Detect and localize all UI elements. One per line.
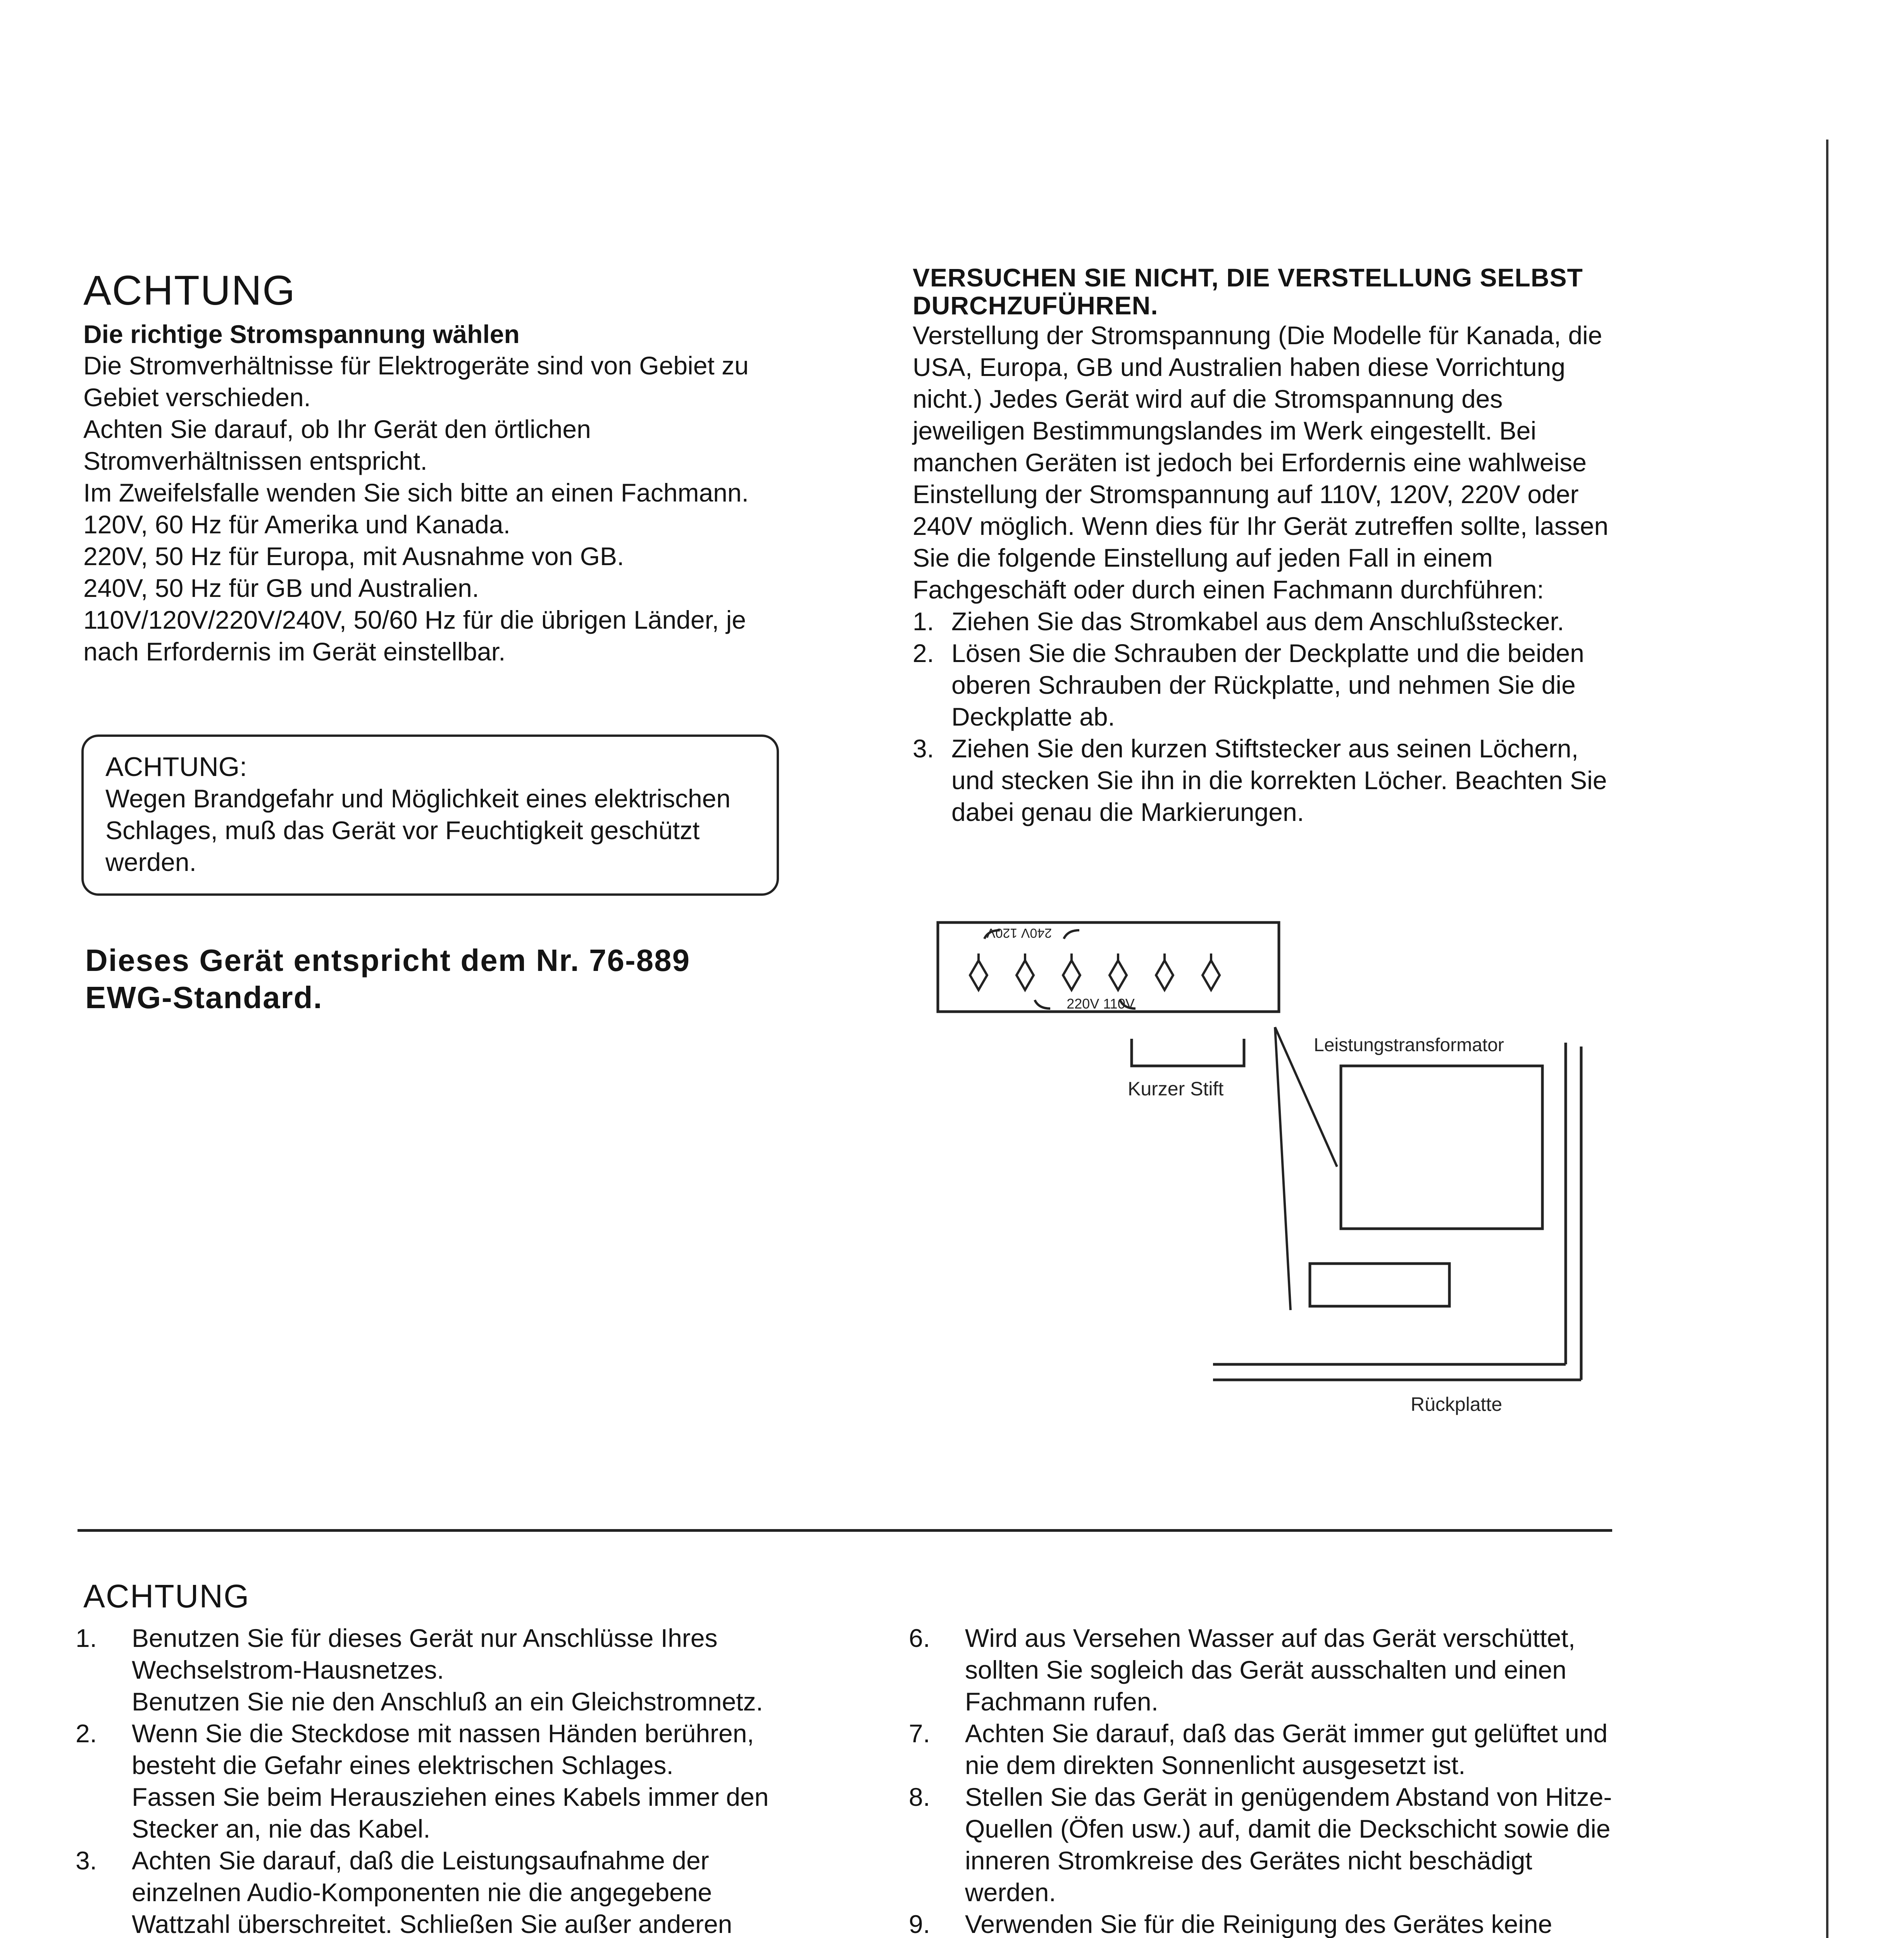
paragraph: 220V, 50 Hz für Europa, mit Ausnahme von GB.: [83, 541, 624, 571]
item-text: Wird aus Versehen Wasser auf das Gerät verschüttet, sollten Sie sogleich das Gerät ausschalten und einen Fachmann rufen.: [965, 1624, 1575, 1716]
short-pin-icon: [1132, 1039, 1244, 1066]
item-text: Fassen Sie beim Herausziehen eines Kabels immer den Stecker an, nie das Kabel.: [132, 1783, 769, 1843]
bracket-mark: [1064, 930, 1079, 939]
top-marks-label: 240V 120V: [986, 926, 1052, 940]
warning-box: [81, 735, 779, 896]
paragraph: 240V, 50 Hz für GB und Australien.: [83, 573, 479, 602]
adjustment-heading: VERSUCHEN SIE NICHT, DIE VERSTELLUNG SELBST DURCHZUFÜHREN.: [913, 263, 1583, 320]
transformer-label: Leistungstransformator: [1314, 1035, 1504, 1055]
bottom-left-list: [76, 1622, 785, 1938]
voltage-paragraphs: [83, 350, 781, 667]
list-item: [913, 733, 1622, 828]
voltage-selector-diagram: [926, 915, 1616, 1434]
adjustment-intro: Verstellung der Stromspannung (Die Modelle für Kanada, die USA, Europa, GB und Australien haben diese Vorrichtung nicht.) Jedes Gerät wird auf die Stromspannung des jeweiligen Bestimmungslandes im Werk eingestellt. Bei manchen Geräten ist jedoch bei Erfordernis eine wahlweise Einstellung der Stromspannung auf 110V, 120V, 220V oder 240V möglich. Wenn dies für Ihr Gerät zutreffen sollte, lassen Sie die folgende Einstellung auf jeden Fall in einem Fachgeschäft oder durch einen Fachmann durchführen:: [913, 321, 1609, 604]
bottom-marks-label: 220V 110V: [1067, 996, 1135, 1012]
list-item: [909, 1908, 1618, 1938]
list-item: [76, 1717, 785, 1845]
pointer-line: [1275, 1027, 1291, 1310]
item-text: Stellen Sie das Gerät in genügendem Abstand von Hitze-Quellen (Öfen usw.) auf, damit die Deckschicht sowie die inneren Stromkreise des Gerätes nicht beschädigt werden.: [965, 1783, 1612, 1907]
top-left-section: [83, 267, 781, 667]
socket-icon: [1203, 953, 1220, 990]
margin-line: [1826, 140, 1828, 1938]
socket-icon: [1017, 953, 1034, 990]
paragraph: Achten Sie darauf, ob Ihr Gerät den örtlichen Stromverhältnissen entspricht.: [83, 414, 591, 475]
bracket-mark: [1035, 1000, 1050, 1009]
achtung-heading: ACHTUNG: [83, 267, 296, 314]
standard-note: Dieses Gerät entspricht dem Nr. 76-889 EWG-Standard.: [85, 943, 691, 1015]
paragraph: 110V/120V/220V/240V, 50/60 Hz für die übrigen Länder, je nach Erfordernis im Gerät einstellbar.: [83, 605, 746, 666]
item-text: Wenn Sie die Steckdose mit nassen Händen berühren, besteht die Gefahr eines elektrischen Schlages.: [132, 1719, 754, 1779]
section-divider: [78, 1529, 1612, 1532]
socket-icon: [1110, 953, 1127, 990]
diagram-svg: [926, 915, 1616, 1434]
list-item: [76, 1845, 785, 1938]
step-text: Lösen Sie die Schrauben der Deckplatte und die beiden oberen Schrauben der Rückplatte, und nehmen Sie die Deckplatte ab.: [951, 639, 1584, 731]
backplate-label: Rückplatte: [1411, 1393, 1503, 1415]
adjustment-steps: [913, 605, 1622, 828]
item-text: Benutzen Sie nie den Anschluß an ein Gleichstromnetz.: [132, 1687, 763, 1716]
item-number: 2.: [76, 1719, 97, 1748]
list-item: [76, 1622, 785, 1717]
list-item: [909, 1717, 1618, 1781]
warning-title: ACHTUNG:: [105, 752, 247, 782]
item-text: Achten Sie darauf, daß das Gerät immer gut gelüftet und nie dem direkten Sonnenlicht ausgesetzt ist.: [965, 1719, 1608, 1779]
step-number: 3.: [913, 734, 934, 763]
item-number: 9.: [909, 1910, 930, 1938]
item-number: 8.: [909, 1783, 930, 1811]
short-pin-label: Kurzer Stift: [1128, 1078, 1224, 1100]
list-item: [913, 637, 1622, 733]
step-text: Ziehen Sie das Stromkabel aus dem Anschlußstecker.: [951, 607, 1565, 636]
transformer-box: [1341, 1066, 1542, 1229]
pin-block: [1310, 1264, 1449, 1306]
item-text: Verwenden Sie für die Reinigung des Gerätes keine: [965, 1910, 1552, 1938]
item-number: 1.: [76, 1624, 97, 1652]
item-text: Benutzen Sie für dieses Gerät nur Anschlüsse Ihres Wechselstrom-Hausnetzes.: [132, 1624, 718, 1684]
item-number: 6.: [909, 1624, 930, 1652]
step-number: 1.: [913, 607, 934, 636]
paragraph: Im Zweifelsfalle wenden Sie sich bitte an einen Fachmann.: [83, 478, 749, 507]
bottom-heading: ACHTUNG: [83, 1578, 250, 1614]
step-text: Ziehen Sie den kurzen Stiftstecker aus seinen Löchern, und stecken Sie ihn in die korrekten Löcher. Beachten Sie dabei genau die Markierungen.: [951, 734, 1607, 826]
paragraph: 120V, 60 Hz für Amerika und Kanada.: [83, 510, 510, 539]
socket-icon: [970, 953, 987, 990]
item-text: Achten Sie darauf, daß die Leistungsaufnahme der einzelnen Audio-Komponenten nie die angegebene Wattzahl überschreitet. Schließen Sie außer anderen: [132, 1846, 732, 1938]
socket-icon: [1156, 953, 1173, 990]
item-number: 7.: [909, 1719, 930, 1748]
list-item: [909, 1781, 1618, 1908]
voltage-subtitle: Die richtige Stromspannung wählen: [83, 319, 520, 348]
warning-text: Wegen Brandgefahr und Möglichkeit eines elektrischen Schlages, muß das Gerät vor Feuchtigkeit geschützt werden.: [105, 784, 731, 876]
socket-icon: [1063, 953, 1080, 990]
list-item: [909, 1622, 1618, 1717]
item-number: 3.: [76, 1846, 97, 1875]
paragraph: Die Stromverhältnisse für Elektrogeräte sind von Gebiet zu Gebiet verschieden.: [83, 351, 749, 412]
top-right-section: [913, 264, 1622, 828]
step-number: 2.: [913, 639, 934, 667]
list-item: [913, 605, 1622, 637]
bottom-right-list: [909, 1622, 1618, 1938]
